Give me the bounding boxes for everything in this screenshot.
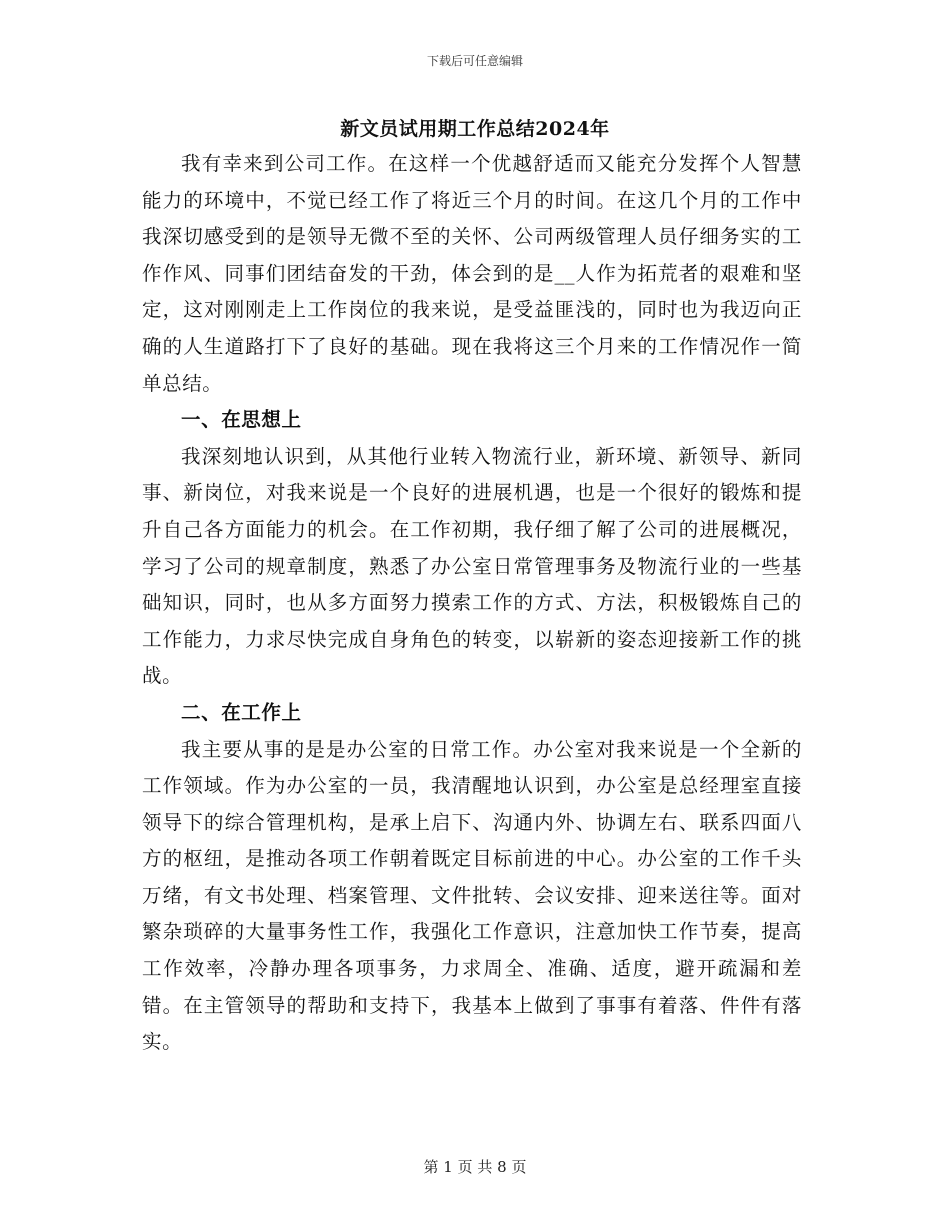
page-header-note: 下载后可任意编辑 xyxy=(426,54,523,68)
section-body-thought: 我深刻地认识到，从其他行业转入物流行业，新环境、新领导、新同事、新岗位，对我来说是一个良好的进展机遇，也是一个很好的锻炼和提升自己各方面能力的机会。在工作初期，我仔细了解了公司的进展概况，学习了公司的规章制度，熟悉了办公室日常管理事务及物流行业的一些基础知识，同时，也从多方面努力摸索工作的方式、方法，积极锻炼自己的工作能力，力求尽快完成自身角色的转变，以崭新的姿态迎接新工作的挑战。 xyxy=(142,444,802,688)
section-heading-work: 二、在工作上 xyxy=(181,700,302,724)
intro-paragraph: 我有幸来到公司工作。在这样一个优越舒适而又能充分发挥个人智慧能力的环境中，不觉已经工作了将近三个月的时间。在这几个月的工作中我深切感受到的是领导无微不至的关怀、公司两级管理人员仔细务实的工作作风、同事们团结奋发的干劲，体会到的是__人作为拓荒者的艰难和坚定，这对刚刚走上工作岗位的我来说，是受益匪浅的，同时也为我迈向正确的人生道路打下了良好的基础。现在我将这三个月来的工作情况作一简单总结。 xyxy=(142,152,802,395)
document-title: 新文员试用期工作总结2024年 xyxy=(340,118,610,140)
section-body-work: 我主要从事的是是办公室的日常工作。办公室对我来说是一个全新的工作领域。作为办公室的一员，我清醒地认识到，办公室是总经理室直接领导下的综合管理机构，是承上启下、沟通内外、协调左右、联系四面八方的枢纽，是推动各项工作朝着既定目标前进的中心。办公室的工作千头万绪，有文书处理、档案管理、文件批转、会议安排、迎来送往等。面对繁杂琐碎的大量事务性工作，我强化工作意识，注意加快工作节奏，提高工作效率，冷静办理各项事务，力求周全、准确、适度，避开疏漏和差错。在主管领导的帮助和支持下，我基本上做到了事事有着落、件件有落实。 xyxy=(142,737,802,1054)
page-number: 第 1 页 共 8 页 xyxy=(423,1158,527,1176)
document-body xyxy=(142,146,802,1061)
section-heading-thought: 一、在思想上 xyxy=(181,408,302,432)
